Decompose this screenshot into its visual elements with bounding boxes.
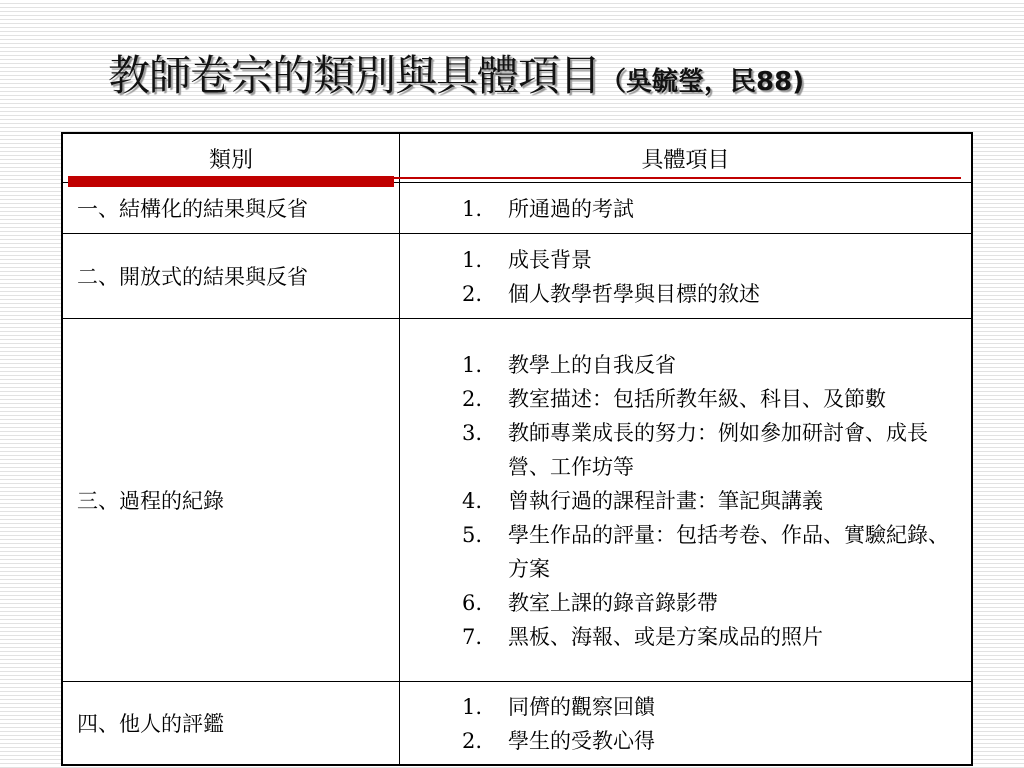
- list-item: [462, 416, 961, 484]
- item-text: 學生的受教心得: [508, 729, 655, 753]
- list-item: [462, 724, 961, 758]
- header-accent-underline: [68, 185, 394, 187]
- item-number: 1.: [462, 695, 483, 719]
- item-number: 2.: [462, 282, 483, 306]
- list-item: [462, 382, 961, 416]
- table-row: [62, 319, 972, 682]
- table-row: [62, 682, 972, 766]
- list-item: [462, 620, 961, 654]
- item-text: 個人教學哲學與目標的敘述: [508, 282, 760, 306]
- item-text: 教學上的自我反省: [508, 353, 676, 377]
- item-number: 6.: [462, 591, 483, 615]
- table-row: [62, 234, 972, 319]
- item-text: 黑板、海報、或是方案成品的照片: [508, 625, 823, 649]
- category-cell: 四、他人的評鑑: [62, 682, 400, 766]
- list-item: [462, 243, 961, 277]
- list-item: [462, 484, 961, 518]
- table-row: [62, 183, 972, 234]
- items-list: [462, 192, 961, 226]
- header-items: 具體項目: [400, 133, 973, 183]
- items-cell: [400, 183, 973, 234]
- items-cell: [400, 234, 973, 319]
- item-text: 曾執行過的課程計畫：筆記與講義: [508, 489, 823, 513]
- item-text: 學生作品的評量：包括考卷、作品、實驗紀錄、方案: [508, 523, 949, 581]
- items-cell: [400, 319, 973, 682]
- item-number: 1.: [462, 248, 483, 272]
- list-item: [462, 348, 961, 382]
- list-item: [462, 192, 961, 226]
- items-list: [462, 348, 961, 654]
- item-number: 3.: [462, 421, 483, 445]
- item-text: 教室描述：包括所教年級、科目、及節數: [508, 387, 886, 411]
- header-category: 類別: [62, 133, 400, 183]
- category-cell: 三、過程的紀錄: [62, 319, 400, 682]
- item-number: 1.: [462, 353, 483, 377]
- item-number: 2.: [462, 387, 483, 411]
- title-citation: （吳毓瑩，民88): [600, 67, 805, 97]
- slide-title: [108, 44, 1008, 108]
- item-text: 教師專業成長的努力：例如參加研討會、成長營、工作坊等: [508, 421, 928, 479]
- header-accent-line: [394, 177, 961, 179]
- title-main: 教師卷宗的類別與具體項目: [108, 51, 601, 100]
- header-accent-bar: [68, 176, 394, 185]
- portfolio-table: [61, 132, 973, 766]
- item-text: 成長背景: [508, 248, 592, 272]
- list-item: [462, 586, 961, 620]
- items-list: [462, 690, 961, 758]
- items-list: [462, 243, 961, 311]
- items-cell: [400, 682, 973, 766]
- item-number: 4.: [462, 489, 483, 513]
- category-cell: 一、結構化的結果與反省: [62, 183, 400, 234]
- list-item: [462, 518, 961, 586]
- item-text: 教室上課的錄音錄影帶: [508, 591, 718, 615]
- item-number: 1.: [462, 197, 483, 221]
- list-item: [462, 277, 961, 311]
- item-number: 7.: [462, 625, 483, 649]
- category-cell: 二、開放式的結果與反省: [62, 234, 400, 319]
- item-number: 2.: [462, 729, 483, 753]
- list-item: [462, 690, 961, 724]
- item-text: 所通過的考試: [508, 197, 634, 221]
- item-number: 5.: [462, 523, 483, 547]
- item-text: 同儕的觀察回饋: [508, 695, 655, 719]
